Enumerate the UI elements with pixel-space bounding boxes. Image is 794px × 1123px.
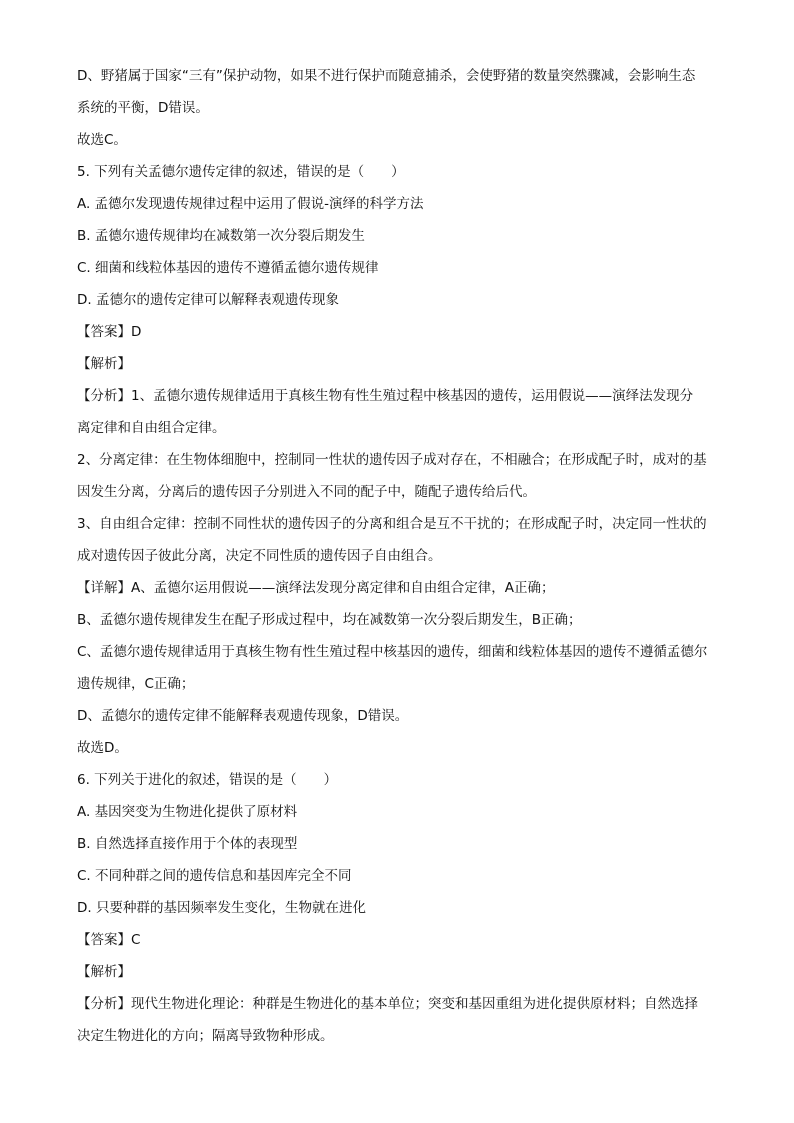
question-6-answer: 【答案】C bbox=[77, 932, 141, 948]
question-5-analysis-heading: 【解析】 bbox=[77, 356, 131, 372]
question-6-stem: 6. 下列关于进化的叙述，错误的是（ ） bbox=[77, 772, 338, 788]
question-5-option-a: A. 孟德尔发现遗传规律过程中运用了假说-演绎的科学方法 bbox=[77, 196, 424, 212]
text-line: 3、自由组合定律：控制不同性状的遗传因子的分离和组合是互不干扰的；在形成配子时，决定同一性状的 bbox=[77, 516, 707, 532]
text-line: 【分析】现代生物进化理论：种群是生物进化的基本单位；突变和基因重组为进化提供原材料；自然选择 bbox=[77, 996, 698, 1012]
text-line: 故选C。 bbox=[77, 132, 127, 148]
text-line: 【分析】1、孟德尔遗传规律适用于真核生物有性生殖过程中核基因的遗传，运用假说——演绎法发现分 bbox=[77, 388, 694, 404]
text-line: 2、分离定律：在生物体细胞中，控制同一性状的遗传因子成对存在，不相融合；在形成配子时，成对的基 bbox=[77, 452, 707, 468]
text-line: D、野猪属于国家“三有”保护动物，如果不进行保护而随意捕杀，会使野猪的数量突然骤减，会影响生态 bbox=[77, 68, 696, 84]
text-line: D、孟德尔的遗传定律不能解释表观遗传现象，D错误。 bbox=[77, 708, 409, 724]
question-5-option-b: B. 孟德尔遗传规律均在减数第一次分裂后期发生 bbox=[77, 228, 365, 244]
question-5-option-c: C. 细菌和线粒体基因的遗传不遵循孟德尔遗传规律 bbox=[77, 260, 379, 276]
text-line: 成对遗传因子彼此分离，决定不同性质的遗传因子自由组合。 bbox=[77, 548, 442, 564]
text-line: 决定生物进化的方向；隔离导致物种形成。 bbox=[77, 1028, 334, 1044]
text-line: C、孟德尔遗传规律适用于真核生物有性生殖过程中核基因的遗传，细菌和线粒体基因的遗传不遵循孟德尔 bbox=[77, 644, 708, 660]
question-6-option-a: A. 基因突变为生物进化提供了原材料 bbox=[77, 804, 298, 820]
text-line: 因发生分离，分离后的遗传因子分别进入不同的配子中，随配子遗传给后代。 bbox=[77, 484, 536, 500]
question-5-answer: 【答案】D bbox=[77, 324, 142, 340]
text-line: 故选D。 bbox=[77, 740, 128, 756]
text-line: B、孟德尔遗传规律发生在配子形成过程中，均在减数第一次分裂后期发生，B正确； bbox=[77, 612, 582, 628]
question-6-option-d: D. 只要种群的基因频率发生变化，生物就在进化 bbox=[77, 900, 366, 916]
question-5-stem: 5. 下列有关孟德尔遗传定律的叙述，错误的是（ ） bbox=[77, 164, 405, 180]
text-line: 离定律和自由组合定律。 bbox=[77, 420, 226, 436]
question-6-option-b: B. 自然选择直接作用于个体的表现型 bbox=[77, 836, 298, 852]
text-line: 【详解】A、孟德尔运用假说——演绎法发现分离定律和自由组合定律，A正确； bbox=[77, 580, 555, 596]
document-page bbox=[77, 60, 722, 1052]
text-line: 系统的平衡，D错误。 bbox=[77, 100, 209, 116]
question-6-option-c: C. 不同种群之间的遗传信息和基因库完全不同 bbox=[77, 868, 352, 884]
question-6-analysis-heading: 【解析】 bbox=[77, 964, 131, 980]
text-line: 遗传规律，C正确； bbox=[77, 676, 195, 692]
question-5-option-d: D. 孟德尔的遗传定律可以解释表观遗传现象 bbox=[77, 292, 339, 308]
